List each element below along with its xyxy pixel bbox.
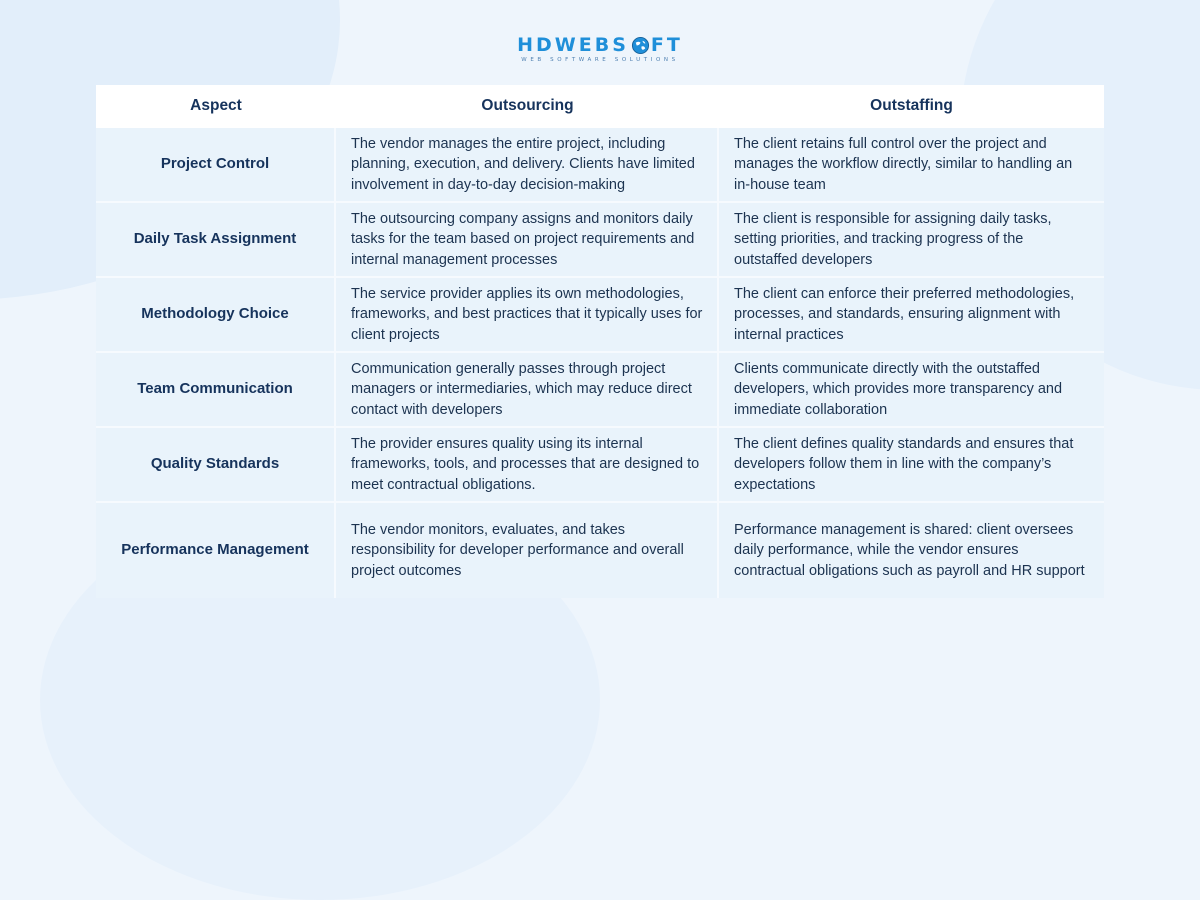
outstaffing-cell: Performance management is shared: client oversees daily performance, while the vendor ensures contractual obligations such as payroll and HR support: [719, 503, 1104, 598]
outstaffing-cell: The client defines quality standards and ensures that developers follow them in line with the company’s expectations: [719, 428, 1104, 503]
comparison-table: [96, 85, 1104, 598]
outsourcing-cell: The provider ensures quality using its internal frameworks, tools, and processes that are designed to meet contractual obligations.: [336, 428, 719, 503]
outsourcing-cell: The vendor monitors, evaluates, and takes responsibility for developer performance and overall project outcomes: [336, 503, 719, 598]
brand-name: HDWEBS FT: [517, 34, 683, 56]
outstaffing-cell: The client is responsible for assigning daily tasks, setting priorities, and tracking progress of the outstaffed developers: [719, 203, 1104, 278]
aspect-cell: Team Communication: [96, 353, 336, 428]
outsourcing-cell: Communication generally passes through project managers or intermediaries, which may reduce direct contact with developers: [336, 353, 719, 428]
outstaffing-cell: Clients communicate directly with the outstaffed developers, which provides more transparency and immediate collaboration: [719, 353, 1104, 428]
outstaffing-cell: The client can enforce their preferred methodologies, processes, and standards, ensuring alignment with internal practices: [719, 278, 1104, 353]
aspect-cell: Quality Standards: [96, 428, 336, 503]
aspect-cell: Performance Management: [96, 503, 336, 598]
outstaffing-cell: The client retains full control over the project and manages the workflow directly, similar to handling an in-house team: [719, 128, 1104, 203]
aspect-cell: Project Control: [96, 128, 336, 203]
column-header-aspect: Aspect: [96, 85, 336, 128]
column-header-outstaffing: Outstaffing: [719, 85, 1104, 128]
outsourcing-cell: The vendor manages the entire project, including planning, execution, and delivery. Clients have limited involvement in day-to-day decision-making: [336, 128, 719, 203]
aspect-cell: Methodology Choice: [96, 278, 336, 353]
brand-tagline: WEB SOFTWARE SOLUTIONS: [521, 57, 679, 63]
globe-icon: [631, 36, 650, 55]
aspect-cell: Daily Task Assignment: [96, 203, 336, 278]
column-header-outsourcing: Outsourcing: [336, 85, 719, 128]
brand-logo: [0, 34, 1200, 63]
outsourcing-cell: The service provider applies its own methodologies, frameworks, and best practices that it typically uses for client projects: [336, 278, 719, 353]
outsourcing-cell: The outsourcing company assigns and monitors daily tasks for the team based on project requirements and internal management processes: [336, 203, 719, 278]
